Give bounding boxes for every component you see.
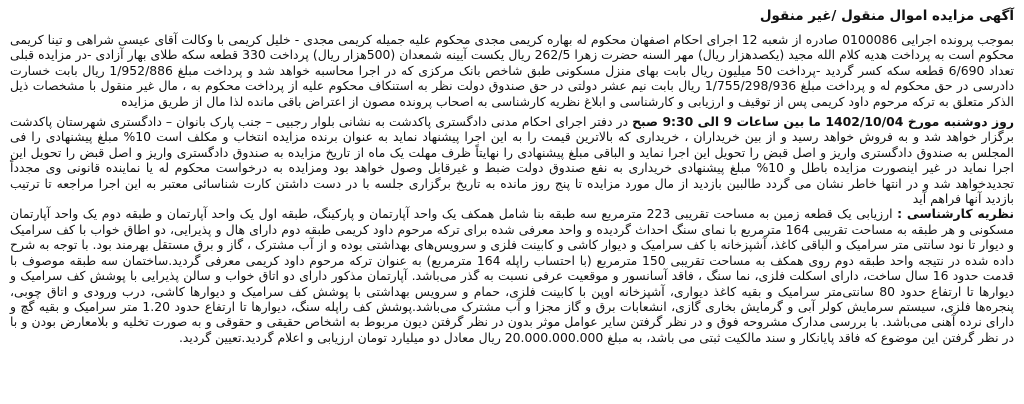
notice-title: آگهی مزایده اموال منقول /غیر منقول (759, 8, 1014, 24)
auction-terms: در دفتر اجرای احکام مدنی دادگستری پاکدشت به نشانی بلوار رجبیی – جنب پارک بانوان – دادگستری شهرستان پاکدشت برگزار خواهد شد و به فروش خواهد رسید و از بین خریداران ، خریداری که بالاترین قیمت را به این اجرا پیشنهاد نماید به عنوان برنده مزایده انتخاب و مکلف است 10% مبلغ پیشنهادی را فی المجلس به صندوق دادگستری واریز و اصل قبض را تحویل این اجرا نماید و الباقی مبلغ پیشنهادی را نهایتاً ظرف مهلت یک ماه از تاریخ مزایده به صندوق دادگستری واریز و اصل قبض را تحویل این اجرا نماید در غیر اینصورت مزایده باطل و 10% مبلغ پیشنهادی خریداری به نفع صندوق دولت ضبط و غیرقابل وصول خواهد بود ومزایده به درخواست محکوم له یا نماینده قانونی وی مجدداً تجدیدخواهد شد و در انتها خاطر نشان می گردد طالبین بازدید از مال مورد مزایده تا پنج روز مانده به تاریخ برگزاری جلسه با در دست داشتن کارت شناسائی معتبر به این اجرا مراجعه تا ترتیب بازدید آنها فراهم آید (10, 114, 1014, 207)
expert-opinion-paragraph (10, 206, 1014, 345)
case-paragraph: بموجب پرونده اجرایی 0100086 صادره از شعبه 12 اجرای احکام اصفهان محکوم له بهاره کریمی مجدی محکوم علیه جمیله کریمی مجدی - خلیل کریمی با وکالت آقای عیسی شراهی و تینا کریمی محکوم است به پرداخت هدیه کلام الله مجید (یکصدهزار ریال) مهر السنه حضرت زهرا 262/5 ریال یکست آیینه شمعدان (500هزار ریال) پرداخت 330 قطعه سکه طلای بهار آزادی -در مزایده قبلی تعداد 6/690 قطعه سکه کسر گردید -پرداخت 50 میلیون ریال بابت بهای منزل مسکونی طبق شاخص بانک مرکزی که در اجرا محاسبه خواهد شد و پرداخت مبلغ 1/952/886 ریال بابت خسارت دادرسی در حق محکوم له و پرداخت مبلغ 1/755/298/936 ریال بابت نیم عشر دولتی در حق صندوق دولت نظر به استنکاف محکوم علیه از پرداخت محکوم به ، مال غیر منقول با مشخصات ذیل الذکر متعلق به ترکه مرحوم داود کریمی پس از توقیف و ارزیابی و کارشناسی و ابلاغ نظریه کارشناسی به اصحاب پرونده مصون از اعتراض باقی مانده لذا مال از طریق مزایده (10, 32, 1014, 109)
auction-date: روز دوشنبه مورخ 1402/10/04 ما بین ساعات 9 الی 9:30 صبح (632, 114, 1014, 130)
auction-time-paragraph (10, 114, 1014, 206)
expert-opinion-text: ارزیابی یک قطعه زمین به مساحت تقریبی 223 مترمربع سه طبقه بنا شامل همکف یک واحد آپارتمان و پارکینگ، طبقه اول یک واحد آپارتمان و طبقه دوم یک واحد آپارتمان مسکونی و هر طبقه به مساحت تقریبی 164 مترمربع با نمای سنگ احداث گردیده و واحد معرفی شده برای ترکه مرحوم داود کریمی طبقه دوم دارای هال و پذیرایی، دو اطاق خواب با کف سرامیک و دیوار تا نود سانتی متر سرامیک و الباقی کاغذ، آشپزخانه با کف سرامیک و دیوار کاشی و کابینت فلزی و سرویس‌های بهداشتی بوده و از آب مشترک ، گاز و برق مستقل بهرمند بود. با توجه به شرح داده شده در نتیجه واحد طبقه دوم روی همکف به مساحت تقریبی 150 مترمربع (با احتساب راپله 164 مترمربع) به عنوان ترکه مرحوم داود کریمی معرفی گردید.ساختمان سه طبقه موصوف با قدمت حدود 16 سال ساخت، دارای اسکلت فلزی، نما سنگ ، فاقد آسانسور و موقعیت عرفی نسبت به گذر می‌باشد. آپارتمان مذکور دارای دو اتاق خواب و سالن پذیرایی با پوشش کف سرامیک و دیوارها تا ارتفاع حدود 80 سانتی‌متر سرامیک و بقیه کاغذ دیواری، آشپزخانه اوپن با کابینت فلزی، حمام و سرویس بهداشتی با پوشش کف سرامیک و دیوارها کاشی، درب ورودی و اتاق چوبی، پنجره‌ها فلزی، سیستم سرمایش کولر آبی و گرمایش بخاری گازی، انشعابات برق و گاز مجزا و آب مشترک می‌باشد.پوشش کف راپله سنگ، دیوارها تا ارتفاع حدود 1.20 متر سرامیک و بقیه گچ و دارای نرده آهنی می‌باشد. با بررسی مدارک مشروحه فوق و در نظر گرفتن سایر عوامل موثر بدون در نظر گرفتن دیون مربوط به اشخاص حقیقی و حقوقی و به صورت تخلیه و بلامعارض بودن و با در نظر گرفتن این موضوع که فاقد پایانکار و سند مالکیت ثبتی می باشد، به مبلغ 20.000.000.000 ریال معادل دو میلیارد تومان ارزیابی و اعلام گردید.تعیین گردید. (10, 206, 1015, 345)
expert-opinion-heading: نظریه کارشناسی : (897, 206, 1014, 222)
